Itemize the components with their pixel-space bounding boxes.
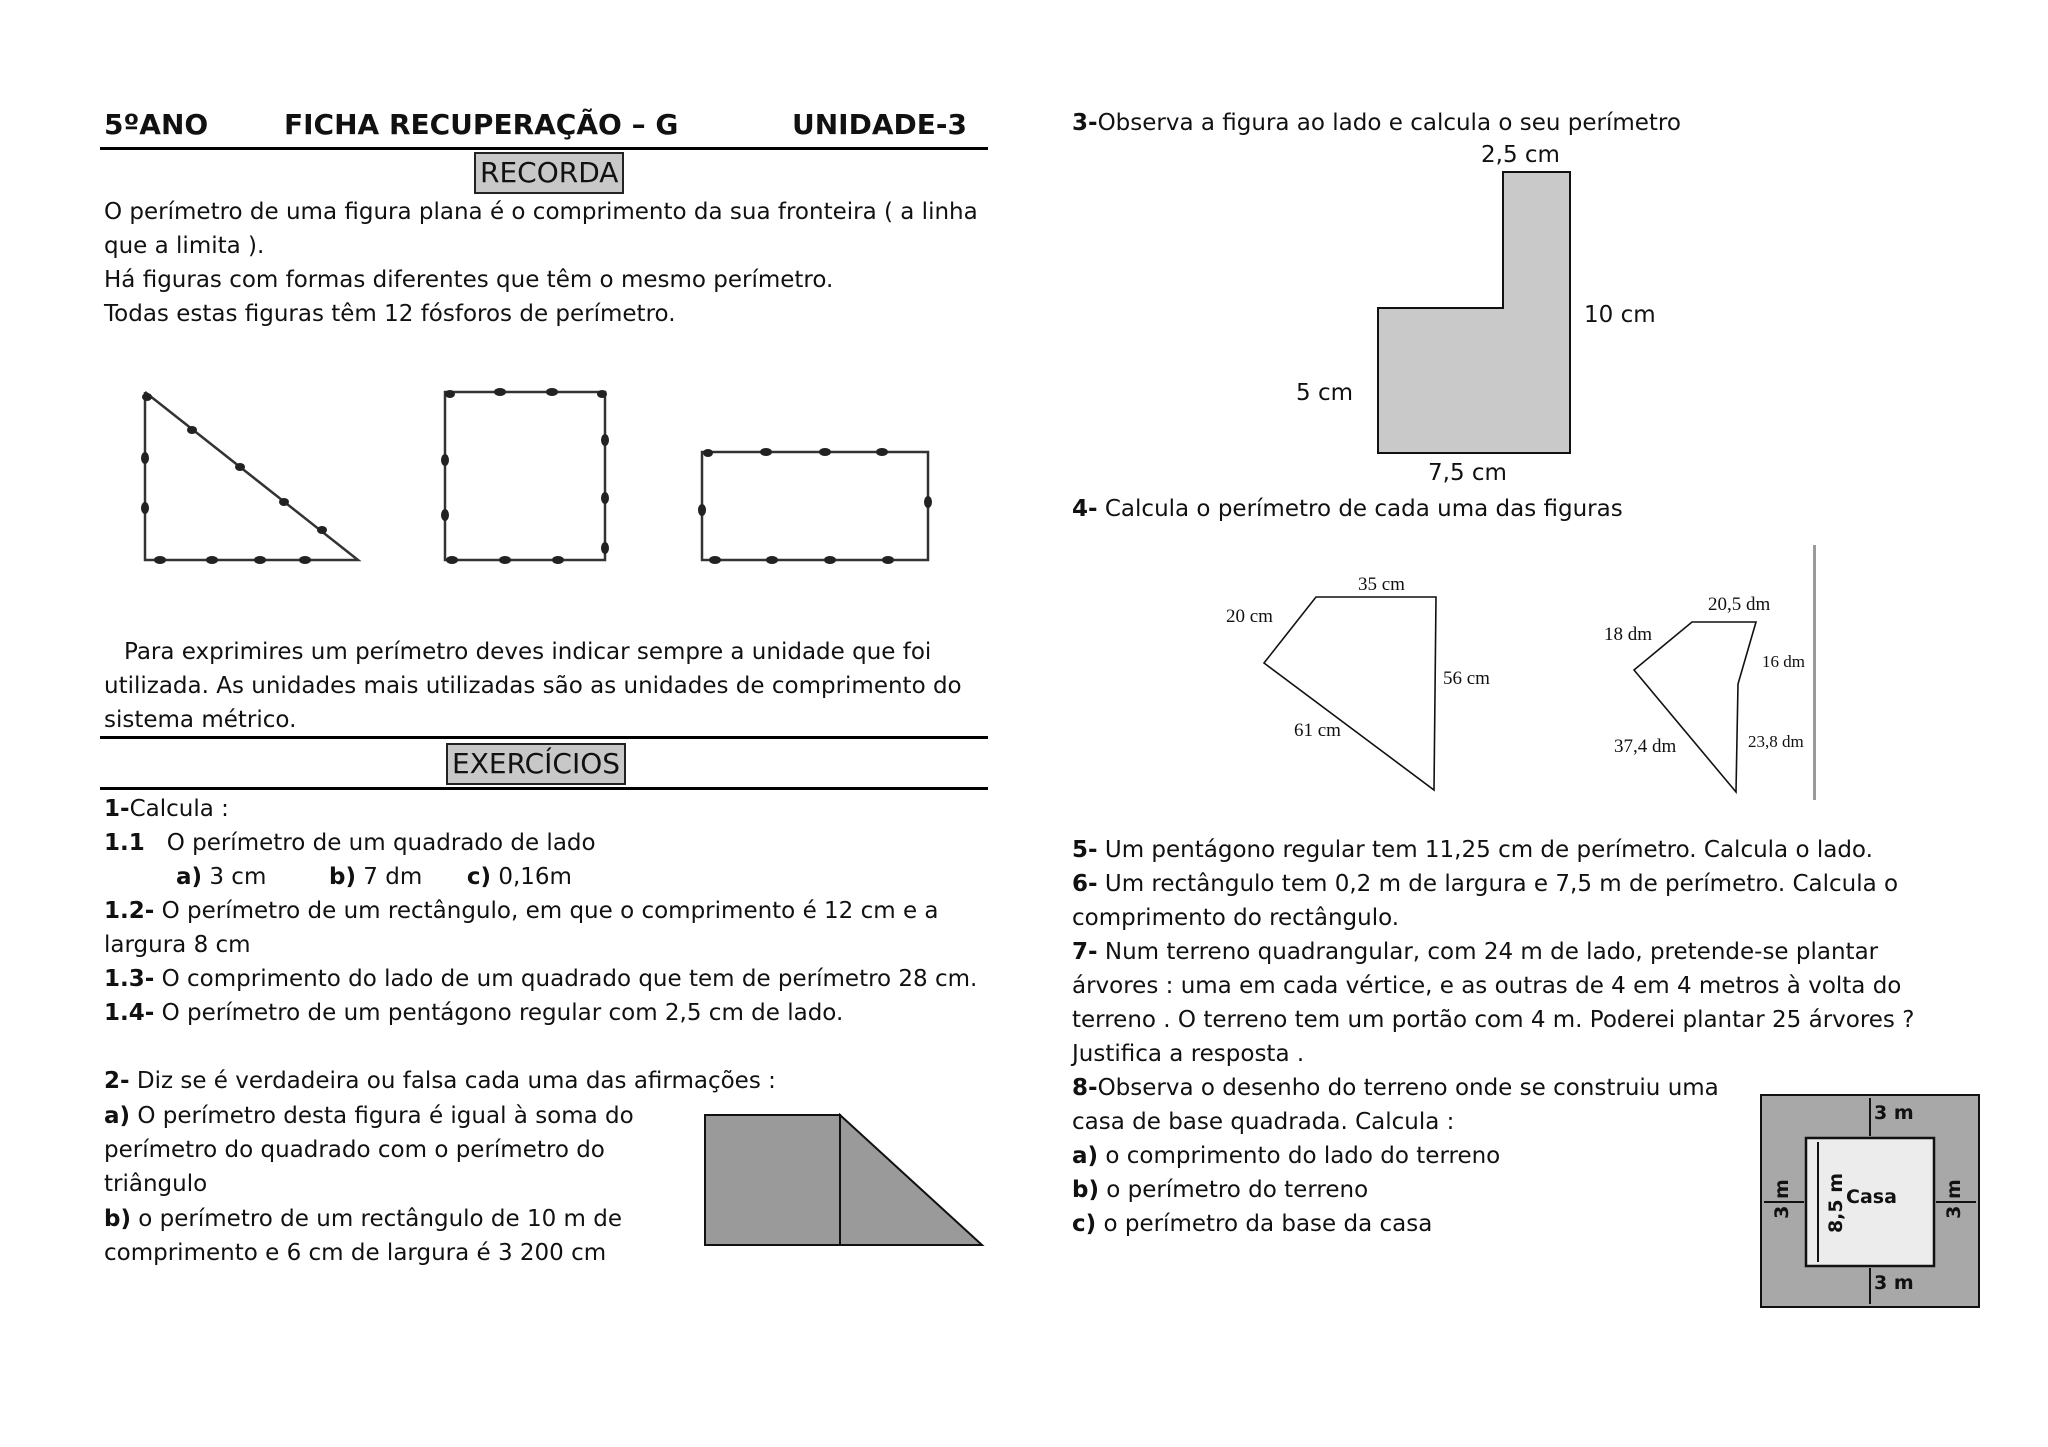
q1-2-line2: largura 8 cm: [104, 932, 251, 958]
matchstick-heads-triangle: [141, 393, 327, 564]
l-shape-figure: [1370, 168, 1580, 458]
scan-edge: [1813, 545, 1816, 800]
recorda-line: Há figuras com formas diferentes que têm o mesmo perímetro.: [104, 267, 834, 293]
diagram-left-label: 3 m: [1770, 1179, 1793, 1219]
worksheet-title: FICHA RECUPERAÇÃO – G: [284, 108, 679, 141]
q1-4-line: 1.4- O perímetro de um pentágono regular com 2,5 cm de lado.: [104, 1000, 844, 1026]
q7-line: terreno . O terreno tem um portão com 4 m. Poderei plantar 25 árvores ?: [1072, 1007, 1915, 1033]
diagram-right-label: 3 m: [1942, 1179, 1965, 1219]
q8-line2: casa de base quadrada. Calcula :: [1072, 1109, 1455, 1135]
matchstick-triangle: [145, 392, 358, 560]
q3-line: 3-Observa a figura ao lado e calcula o seu perímetro: [1072, 110, 1681, 136]
diagram-top-label: 3 m: [1874, 1102, 1914, 1124]
fig1-label: 56 cm: [1443, 668, 1490, 689]
matchstick-heads-rectangle: [698, 448, 932, 564]
recorda-para-line: sistema métrico.: [104, 707, 297, 733]
q7-line: Justifica a resposta .: [1072, 1041, 1305, 1067]
q5-line: 5- Um pentágono regular tem 11,25 cm de perímetro. Calcula o lado.: [1072, 837, 1873, 863]
q2-b-line: b) o perímetro de um rectângulo de 10 m de: [104, 1206, 623, 1232]
matchstick-figures: [100, 380, 940, 570]
fig1-label: 20 cm: [1226, 606, 1273, 627]
fig2-label: 20,5 dm: [1708, 594, 1771, 615]
exercicios-label: EXERCÍCIOS: [446, 743, 626, 785]
fig1-label: 61 cm: [1294, 720, 1341, 741]
q2-a-line: a) O perímetro desta figura é igual à soma do: [104, 1103, 634, 1129]
q2-a-line: perímetro do quadrado com o perímetro do: [104, 1137, 605, 1163]
fig2-label: 16 dm: [1762, 652, 1805, 671]
fig2-label: 18 dm: [1604, 624, 1653, 645]
l-shape-right-label: 10 cm: [1584, 302, 1656, 328]
q1-line: 1-Calcula :: [104, 796, 229, 822]
section-rule: [100, 787, 988, 790]
matchstick-heads-square: [441, 388, 609, 564]
matchstick-square: [445, 392, 605, 560]
q7-line: 7- Num terreno quadrangular, com 24 m de lado, pretende-se plantar: [1072, 939, 1879, 965]
q7-line: árvores : uma em cada vértice, e as outras de 4 em 4 metros à volta do: [1072, 973, 1902, 999]
section-rule: [100, 736, 988, 739]
q1-1-line: 1.1 O perímetro de um quadrado de lado: [104, 830, 596, 856]
q2-b-line: comprimento e 6 cm de largura é 3 200 cm: [104, 1240, 607, 1266]
q8-item: b) o perímetro do terreno: [1072, 1177, 1369, 1203]
figure-square: [705, 1115, 840, 1245]
recorda-label: RECORDA: [474, 152, 624, 194]
l-shape-bottom-label: 7,5 cm: [1428, 460, 1507, 486]
recorda-line: Todas estas figuras têm 12 fósforos de perímetro.: [104, 301, 676, 327]
q4-line: 4- Calcula o perímetro de cada uma das figuras: [1072, 496, 1623, 522]
square-triangle-figure: [700, 1110, 990, 1250]
diagram-bottom-label: 3 m: [1874, 1272, 1914, 1294]
q6-line: 6- Um rectângulo tem 0,2 m de largura e 7,5 m de perímetro. Calcula o: [1072, 871, 1899, 897]
unit-label: UNIDADE-3: [792, 108, 967, 141]
matchstick-rectangle: [702, 452, 928, 560]
q8-line: 8-Observa o desenho do terreno onde se construiu uma: [1072, 1075, 1719, 1101]
l-shape-top-label: 2,5 cm: [1481, 142, 1560, 168]
recorda-para-line: Para exprimires um perímetro deves indicar sempre a unidade que foi: [124, 639, 932, 665]
diagram-side-label: 8,5 m: [1825, 1172, 1848, 1234]
q2-line: 2- Diz se é verdadeira ou falsa cada uma das afirmações :: [104, 1068, 776, 1094]
fig1-label: 35 cm: [1358, 574, 1405, 595]
q2-a-line: triângulo: [104, 1171, 208, 1197]
recorda-line: que a limita ).: [104, 233, 265, 259]
recorda-line: O perímetro de uma figura plana é o comprimento da sua fronteira ( a linha: [104, 199, 978, 225]
recorda-para-line: utilizada. As unidades mais utilizadas são as unidades de comprimento do: [104, 673, 962, 699]
q6-line2: comprimento do rectângulo.: [1072, 905, 1400, 931]
q1-3-line: 1.3- O comprimento do lado de um quadrado que tem de perímetro 28 cm.: [104, 966, 978, 992]
q1-1-options: a) 3 cm b) 7 dm c) 0,16m: [176, 864, 572, 890]
fig2-label: 23,8 dm: [1748, 732, 1804, 751]
quadrilateral-figure-1: [1240, 585, 1490, 800]
q8-item: c) o perímetro da base da casa: [1072, 1211, 1433, 1237]
header-rule: [100, 147, 988, 150]
figure-triangle: [840, 1115, 982, 1245]
diagram-house-label: Casa: [1846, 1186, 1897, 1208]
q1-2-line: 1.2- O perímetro de um rectângulo, em que o comprimento é 12 cm e a: [104, 898, 939, 924]
grade-label: 5ºANO: [104, 108, 209, 141]
q8-item: a) o comprimento do lado do terreno: [1072, 1143, 1501, 1169]
fig2-label: 37,4 dm: [1614, 736, 1677, 757]
l-shape-left-label: 5 cm: [1296, 380, 1353, 406]
